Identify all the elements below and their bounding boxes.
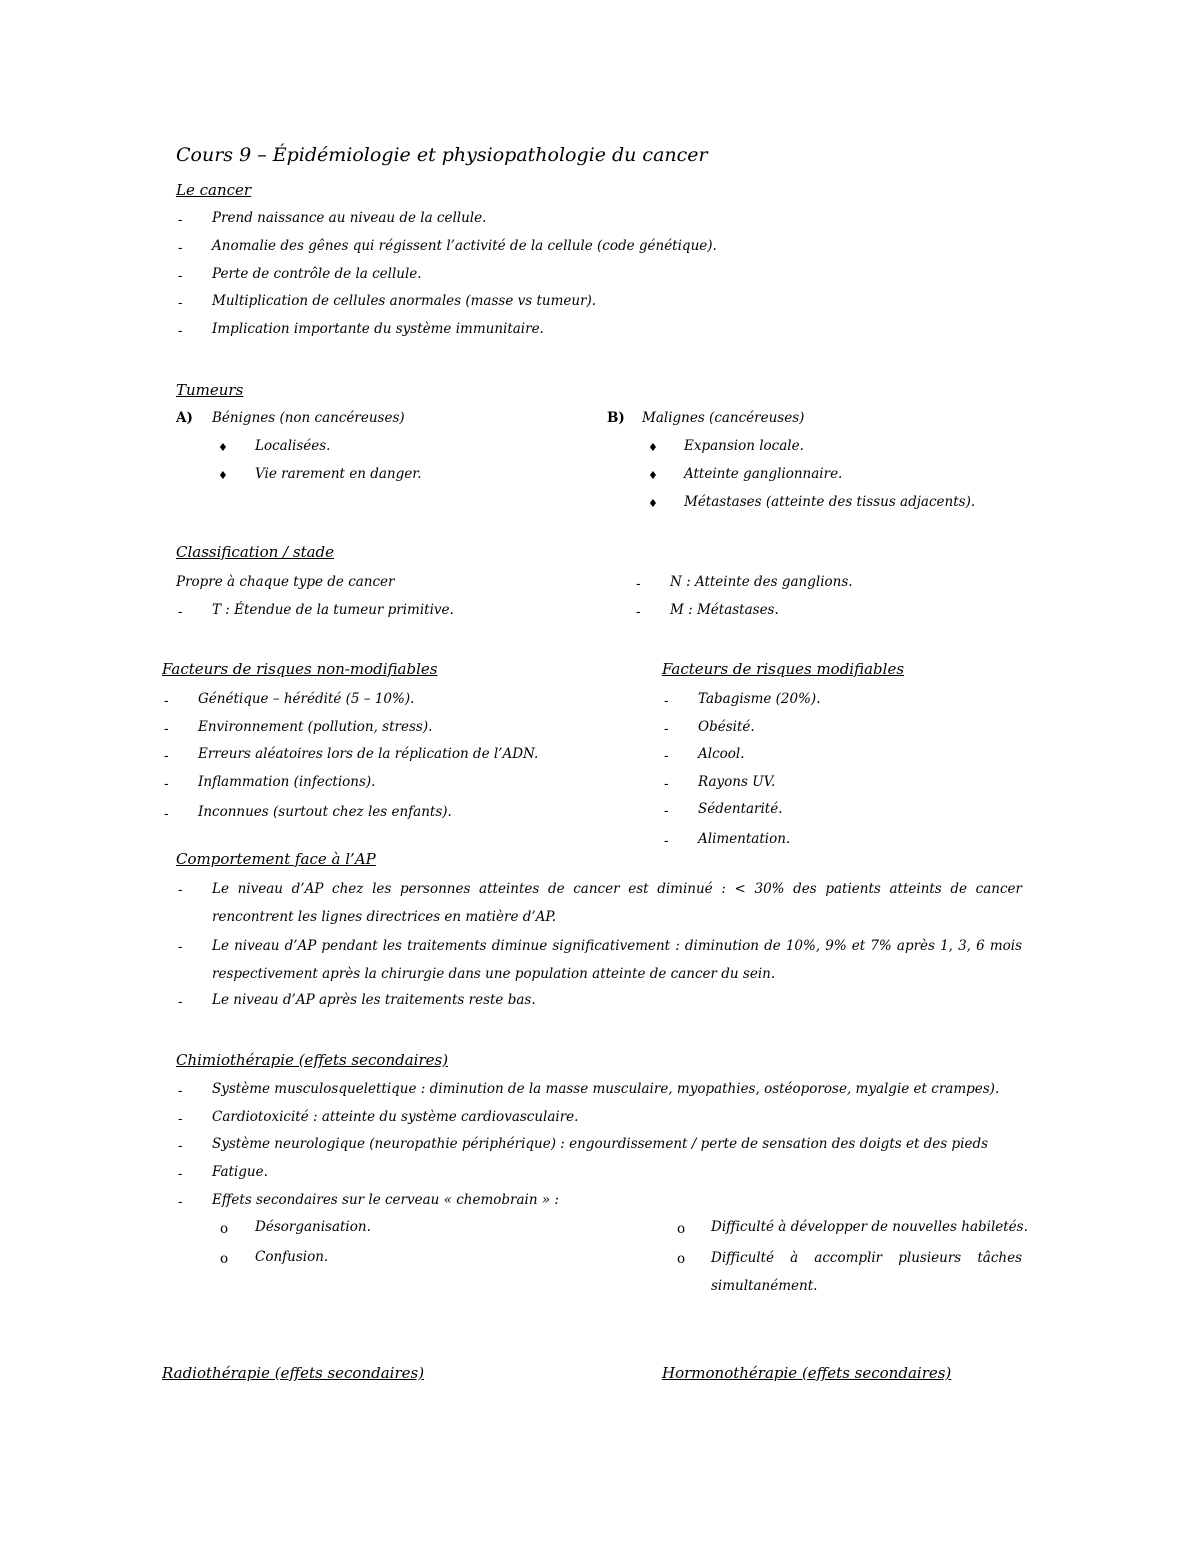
section-heading-modifiables: Facteurs de risques modifiables <box>662 660 905 678</box>
section-heading-hormono: Hormonothérapie (effets secondaires) <box>662 1364 952 1382</box>
list-item: Expansion locale. <box>684 438 804 454</box>
list-dash: - <box>178 1138 183 1154</box>
list-dash: - <box>178 268 183 284</box>
list-item: Alimentation. <box>698 831 791 847</box>
list-item: Le niveau d’AP après les traitements reste bas. <box>212 992 536 1008</box>
malignes-letter: B) <box>607 410 625 426</box>
list-item: Atteinte ganglionnaire. <box>684 466 843 482</box>
list-dash: - <box>664 748 669 764</box>
list-dash: - <box>164 806 169 822</box>
list-item: Inconnues (surtout chez les enfants). <box>198 804 452 820</box>
list-item: Inflammation (infections). <box>198 774 376 790</box>
list-dash: - <box>178 240 183 256</box>
classification-n: N : Atteinte des ganglions. <box>670 574 853 590</box>
list-item: Erreurs aléatoires lors de la réplication de l’ADN. <box>198 746 539 762</box>
list-dash: - <box>664 833 669 849</box>
list-dash: - <box>164 721 169 737</box>
list-dash: - <box>178 604 183 620</box>
list-item: Environnement (pollution, stress). <box>198 719 433 735</box>
list-dash: - <box>636 604 641 620</box>
diamond-bullet-icon: ♦ <box>648 497 658 510</box>
classification-intro: Propre à chaque type de cancer <box>176 574 395 590</box>
list-item: Confusion. <box>255 1249 329 1265</box>
list-dash: - <box>178 295 183 311</box>
list-dash: - <box>178 212 183 228</box>
list-item: Génétique – hérédité (5 – 10%). <box>198 691 415 707</box>
list-item: Tabagisme (20%). <box>698 691 821 707</box>
section-heading-radio: Radiothérapie (effets secondaires) <box>162 1364 425 1382</box>
list-dash: - <box>664 776 669 792</box>
circle-bullet-icon: o <box>220 1251 229 1267</box>
list-item: Cardiotoxicité : atteinte du système cardiovasculaire. <box>212 1109 579 1125</box>
diamond-bullet-icon: ♦ <box>648 469 658 482</box>
list-item: Multiplication de cellules anormales (masse vs tumeur). <box>212 293 597 309</box>
classification-t: T : Étendue de la tumeur primitive. <box>212 602 454 618</box>
list-item: Système neurologique (neuropathie périphérique) : engourdissement / perte de sensation des doigts et des pieds <box>212 1136 989 1152</box>
list-item: Système musculosquelettique : diminution de la masse musculaire, myopathies, ostéoporose, myalgie et crampes). <box>212 1081 1000 1097</box>
section-heading-comportement: Comportement face à l’AP <box>176 850 376 868</box>
list-item: Fatigue. <box>212 1164 268 1180</box>
circle-bullet-icon: o <box>220 1221 229 1237</box>
list-item: Alcool. <box>698 746 745 762</box>
section-heading-classification: Classification / stade <box>176 543 335 561</box>
section-heading-tumeurs: Tumeurs <box>176 381 244 399</box>
list-dash: - <box>664 721 669 737</box>
list-item: Le niveau d’AP pendant les traitements diminue significativement : diminution de 10%, 9% et 7% après 1, 3, 6 mois respectivement après la chirurgie dans une population atteinte de cancer du sein. <box>212 938 1022 982</box>
list-item: Implication importante du système immunitaire. <box>212 321 544 337</box>
list-dash: - <box>164 693 169 709</box>
section-heading-non-modifiables: Facteurs de risques non-modifiables <box>162 660 438 678</box>
list-item: Désorganisation. <box>255 1219 371 1235</box>
list-dash: - <box>664 693 669 709</box>
circle-bullet-icon: o <box>677 1251 686 1267</box>
page-title: Cours 9 – Épidémiologie et physiopathologie du cancer <box>176 144 708 166</box>
list-item: Le niveau d’AP chez les personnes atteintes de cancer est diminué : < 30% des patients atteints de cancer rencontrent les lignes directrices en matière d’AP. <box>212 881 1022 925</box>
list-dash: - <box>178 882 183 898</box>
list-item: Difficulté à accomplir plusieurs tâches simultanément. <box>711 1250 1022 1294</box>
list-item: Localisées. <box>255 438 331 454</box>
benignes-label: Bénignes (non cancéreuses) <box>212 410 405 426</box>
list-dash: - <box>178 994 183 1010</box>
classification-m: M : Métastases. <box>670 602 779 618</box>
list-item: Métastases (atteinte des tissus adjacents). <box>684 494 976 510</box>
list-item: Vie rarement en danger. <box>255 466 422 482</box>
diamond-bullet-icon: ♦ <box>218 469 228 482</box>
list-item: Difficulté à développer de nouvelles habiletés. <box>711 1219 1028 1235</box>
benignes-letter: A) <box>176 410 193 426</box>
list-dash: - <box>164 776 169 792</box>
list-item: Perte de contrôle de la cellule. <box>212 266 422 282</box>
list-dash: - <box>178 939 183 955</box>
list-item: Rayons UV. <box>698 774 776 790</box>
list-dash: - <box>636 576 641 592</box>
malignes-label: Malignes (cancéreuses) <box>642 410 805 426</box>
list-item: Sédentarité. <box>698 801 783 817</box>
list-item: Anomalie des gênes qui régissent l’activité de la cellule (code génétique). <box>212 238 717 254</box>
circle-bullet-icon: o <box>677 1221 686 1237</box>
list-item: Effets secondaires sur le cerveau « chemobrain » : <box>212 1192 559 1208</box>
diamond-bullet-icon: ♦ <box>218 441 228 454</box>
list-dash: - <box>664 803 669 819</box>
list-dash: - <box>178 1111 183 1127</box>
diamond-bullet-icon: ♦ <box>648 441 658 454</box>
section-heading-chimio: Chimiothérapie (effets secondaires) <box>176 1051 449 1069</box>
list-item: Prend naissance au niveau de la cellule. <box>212 210 487 226</box>
section-heading-cancer: Le cancer <box>176 181 252 199</box>
list-dash: - <box>178 1166 183 1182</box>
list-item: Obésité. <box>698 719 755 735</box>
list-dash: - <box>178 323 183 339</box>
list-dash: - <box>164 748 169 764</box>
list-dash: - <box>178 1194 183 1210</box>
list-dash: - <box>178 1083 183 1099</box>
